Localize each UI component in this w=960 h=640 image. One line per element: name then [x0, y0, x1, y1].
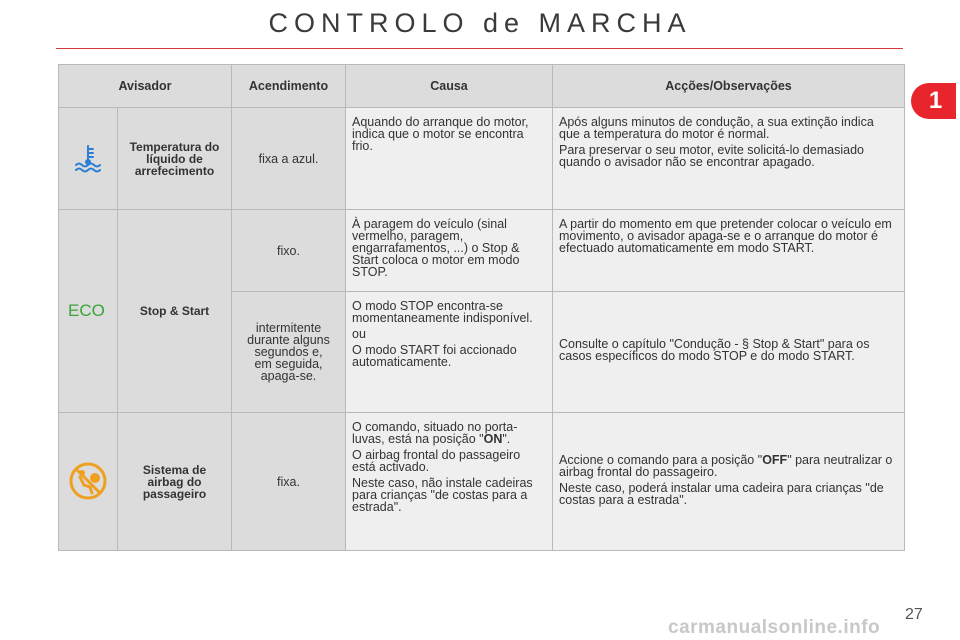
actions-cell [553, 210, 905, 292]
cause-text [346, 292, 553, 413]
action-paragraph [559, 454, 898, 478]
cause-text [346, 413, 553, 551]
warning-name: Temperatura do líquido de arrefecimento [118, 108, 232, 210]
cause-paragraph [352, 421, 546, 445]
icon-cell [59, 210, 118, 413]
table-row [59, 210, 905, 292]
cause-paragraph: Aquando do arranque do motor, indica que o motor se encontra frio. [352, 115, 529, 153]
action-paragraph: A partir do momento em que pretender colocar o veículo em movimento, o avisador apaga-se e o arranque do motor é efectuado automaticamente em modo START. [559, 217, 892, 255]
header-acendimento: Acendimento [232, 65, 346, 108]
action-text-post: " para neutralizar o airbag frontal do passageiro. [559, 452, 893, 479]
table-row [59, 413, 905, 551]
action-text-pre: Accione o comando para a posição " [559, 452, 763, 467]
table-header-row [59, 65, 905, 108]
cause-paragraph: À paragem do veículo (sinal vermelho, paragem, engarrafamentos, ...) o Stop & Start coloca o motor em modo STOP. [352, 217, 520, 279]
lighting-state: fixa. [232, 413, 346, 551]
action-paragraph: Neste caso, poderá instalar uma cadeira para crianças "de costas para a estrada". [559, 480, 884, 507]
actions-cell [553, 413, 905, 551]
action-paragraph: Após alguns minutos de condução, a sua extinção indica que a temperatura do motor é normal. [559, 115, 874, 141]
table-row [59, 108, 905, 210]
cause-text [346, 210, 553, 292]
header-accoes: Acções/Observações [553, 65, 905, 108]
action-paragraph: Consulte o capítulo "Condução - § Stop & Start" para os casos específicos do modo STOP e do modo START. [559, 337, 870, 363]
action-paragraph: Para preservar o seu motor, evite solicitá-lo demasiado quando o avisador não se encontrar apagado. [559, 143, 865, 169]
passenger-airbag-off-icon [68, 461, 108, 503]
actions-cell [553, 108, 905, 210]
cause-paragraph: Neste caso, não instale cadeiras para crianças "de costas para a estrada". [352, 476, 533, 514]
cause-paragraph: O airbag frontal do passageiro está activado. [352, 448, 521, 474]
cause-text-pre: O comando, situado no porta-luvas, está na posição " [352, 420, 518, 446]
header-causa: Causa [346, 65, 553, 108]
header-avisador: Avisador [59, 65, 232, 108]
warning-name: Sistema de airbag do passageiro [118, 413, 232, 551]
eco-icon-text: ECO [68, 301, 105, 320]
lighting-state: intermitente durante alguns segundos e, em seguida, apaga-se. [232, 292, 346, 413]
lighting-state: fixa a azul. [232, 108, 346, 210]
eco-icon [67, 300, 109, 322]
cause-paragraph: ou [352, 327, 366, 341]
page-number: 27 [905, 606, 923, 623]
on-position-label: ON [483, 432, 503, 446]
cause-text-post: ". [502, 432, 511, 446]
icon-cell [59, 108, 118, 210]
icon-cell [59, 413, 118, 551]
warning-name: Stop & Start [118, 210, 232, 413]
title-divider [56, 48, 903, 49]
cause-text [346, 108, 553, 210]
lighting-state: fixo. [232, 210, 346, 292]
actions-cell [553, 292, 905, 413]
cause-paragraph: O modo STOP encontra-se momentaneamente indisponível. [352, 299, 533, 325]
chapter-tab[interactable]: 1 [911, 83, 956, 119]
watermark: carmanualsonline.info [668, 617, 881, 638]
cause-paragraph: O modo START foi accionado automaticamente. [352, 343, 517, 369]
page-title: CONTROLO de MARCHA [268, 8, 692, 38]
off-position-label: OFF [762, 452, 788, 467]
coolant-temperature-icon [73, 143, 103, 175]
warning-lights-table [58, 64, 905, 551]
